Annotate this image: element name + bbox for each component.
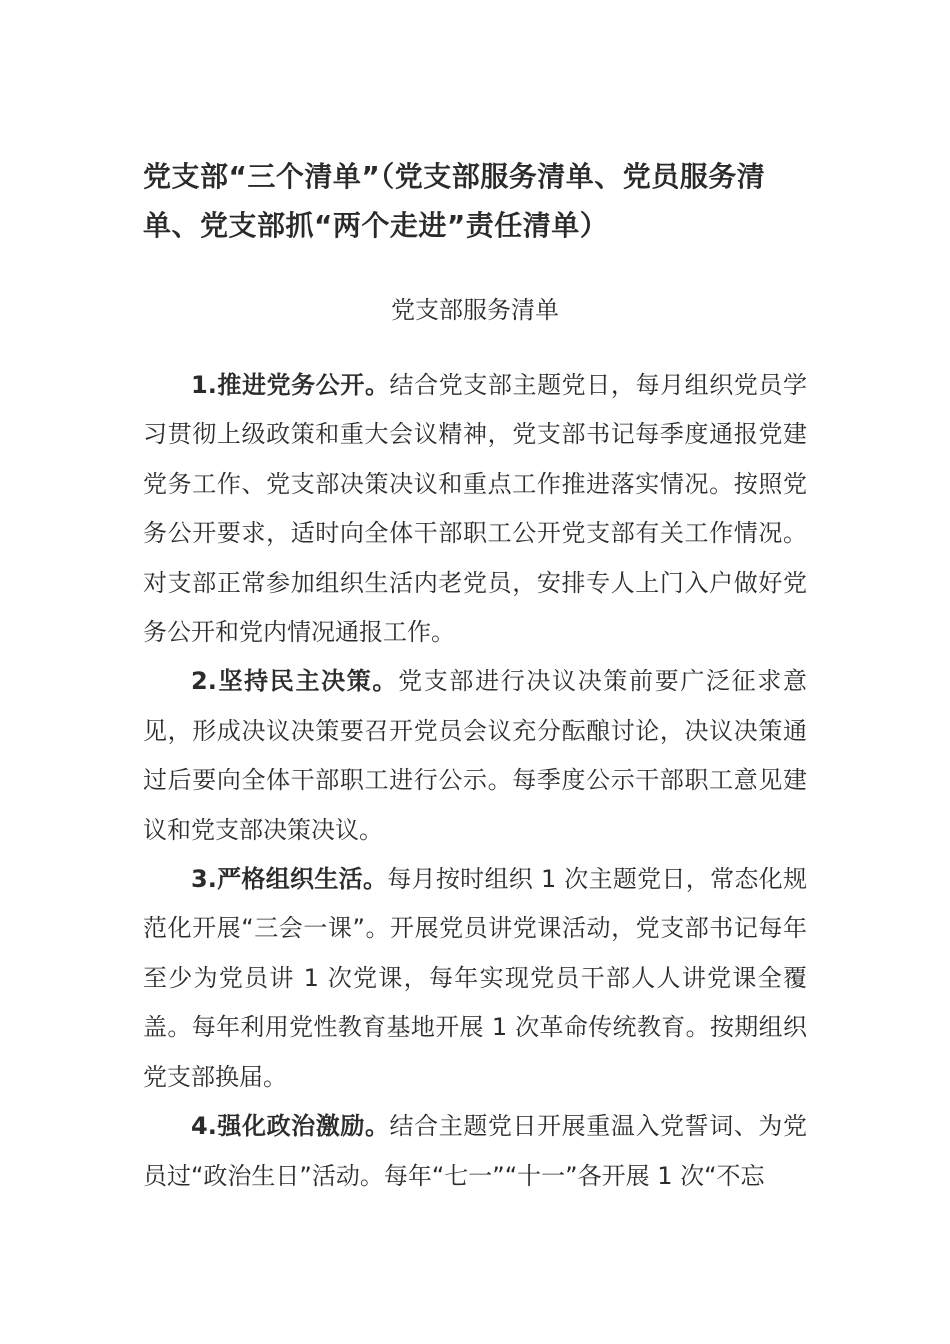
paragraph-1-text: 结合党支部主题党日，每月组织党员学习贯彻上级政策和重大会议精神，党支部书记每季度通报党建党务工作、党支部决策决议和重点工作推进落实情况。按照党务公开要求，适时向全体干部职工公开党支部有关工作情况。对支部正常参加组织生活内老党员，安排专人上门入户做好党务公开和党内情况通报工作。	[143, 371, 807, 647]
paragraph-1-heading: 1.推进党务公开。	[191, 371, 390, 399]
paragraph-2-text: 党支部进行决议决策前要广泛征求意见，形成决议决策要召开党员会议充分酝酿讨论，决议决策通过后要向全体干部职工进行公示。每季度公示干部职工意见建议和党支部决策决议。	[143, 667, 807, 844]
paragraph-4	[143, 1102, 807, 1201]
document-body	[143, 361, 807, 1201]
paragraph-3-heading: 3.严格组织生活。	[191, 865, 388, 894]
paragraph-3	[143, 855, 807, 1102]
section-subtitle: 党支部服务清单	[391, 296, 559, 324]
paragraph-3-text: 每月按时组织 1 次主题党日，常态化规范化开展“三会一课”。开展党员讲党课活动，党支部书记每年至少为党员讲 1 次党课，每年实现党员干部人人讲党课全覆盖。每年利用党性教育基地开展 1 次革命传统教育。按期组织党支部换届。	[143, 865, 807, 1091]
paragraph-2-heading: 2.坚持民主决策。	[191, 667, 399, 696]
paragraph-1	[143, 361, 807, 657]
paragraph-4-text: 结合主题党日开展重温入党誓词、为党员过“政治生日”活动。每年“七一”“十一”各开展 1 次“不忘	[143, 1112, 807, 1190]
paragraph-2	[143, 657, 807, 855]
paragraph-4-heading: 4.强化政治激励。	[191, 1112, 390, 1141]
document-title: 党支部“三个清单”（党支部服务清单、党员服务清单、党支部抓“两个走进”责任清单）	[143, 160, 766, 242]
